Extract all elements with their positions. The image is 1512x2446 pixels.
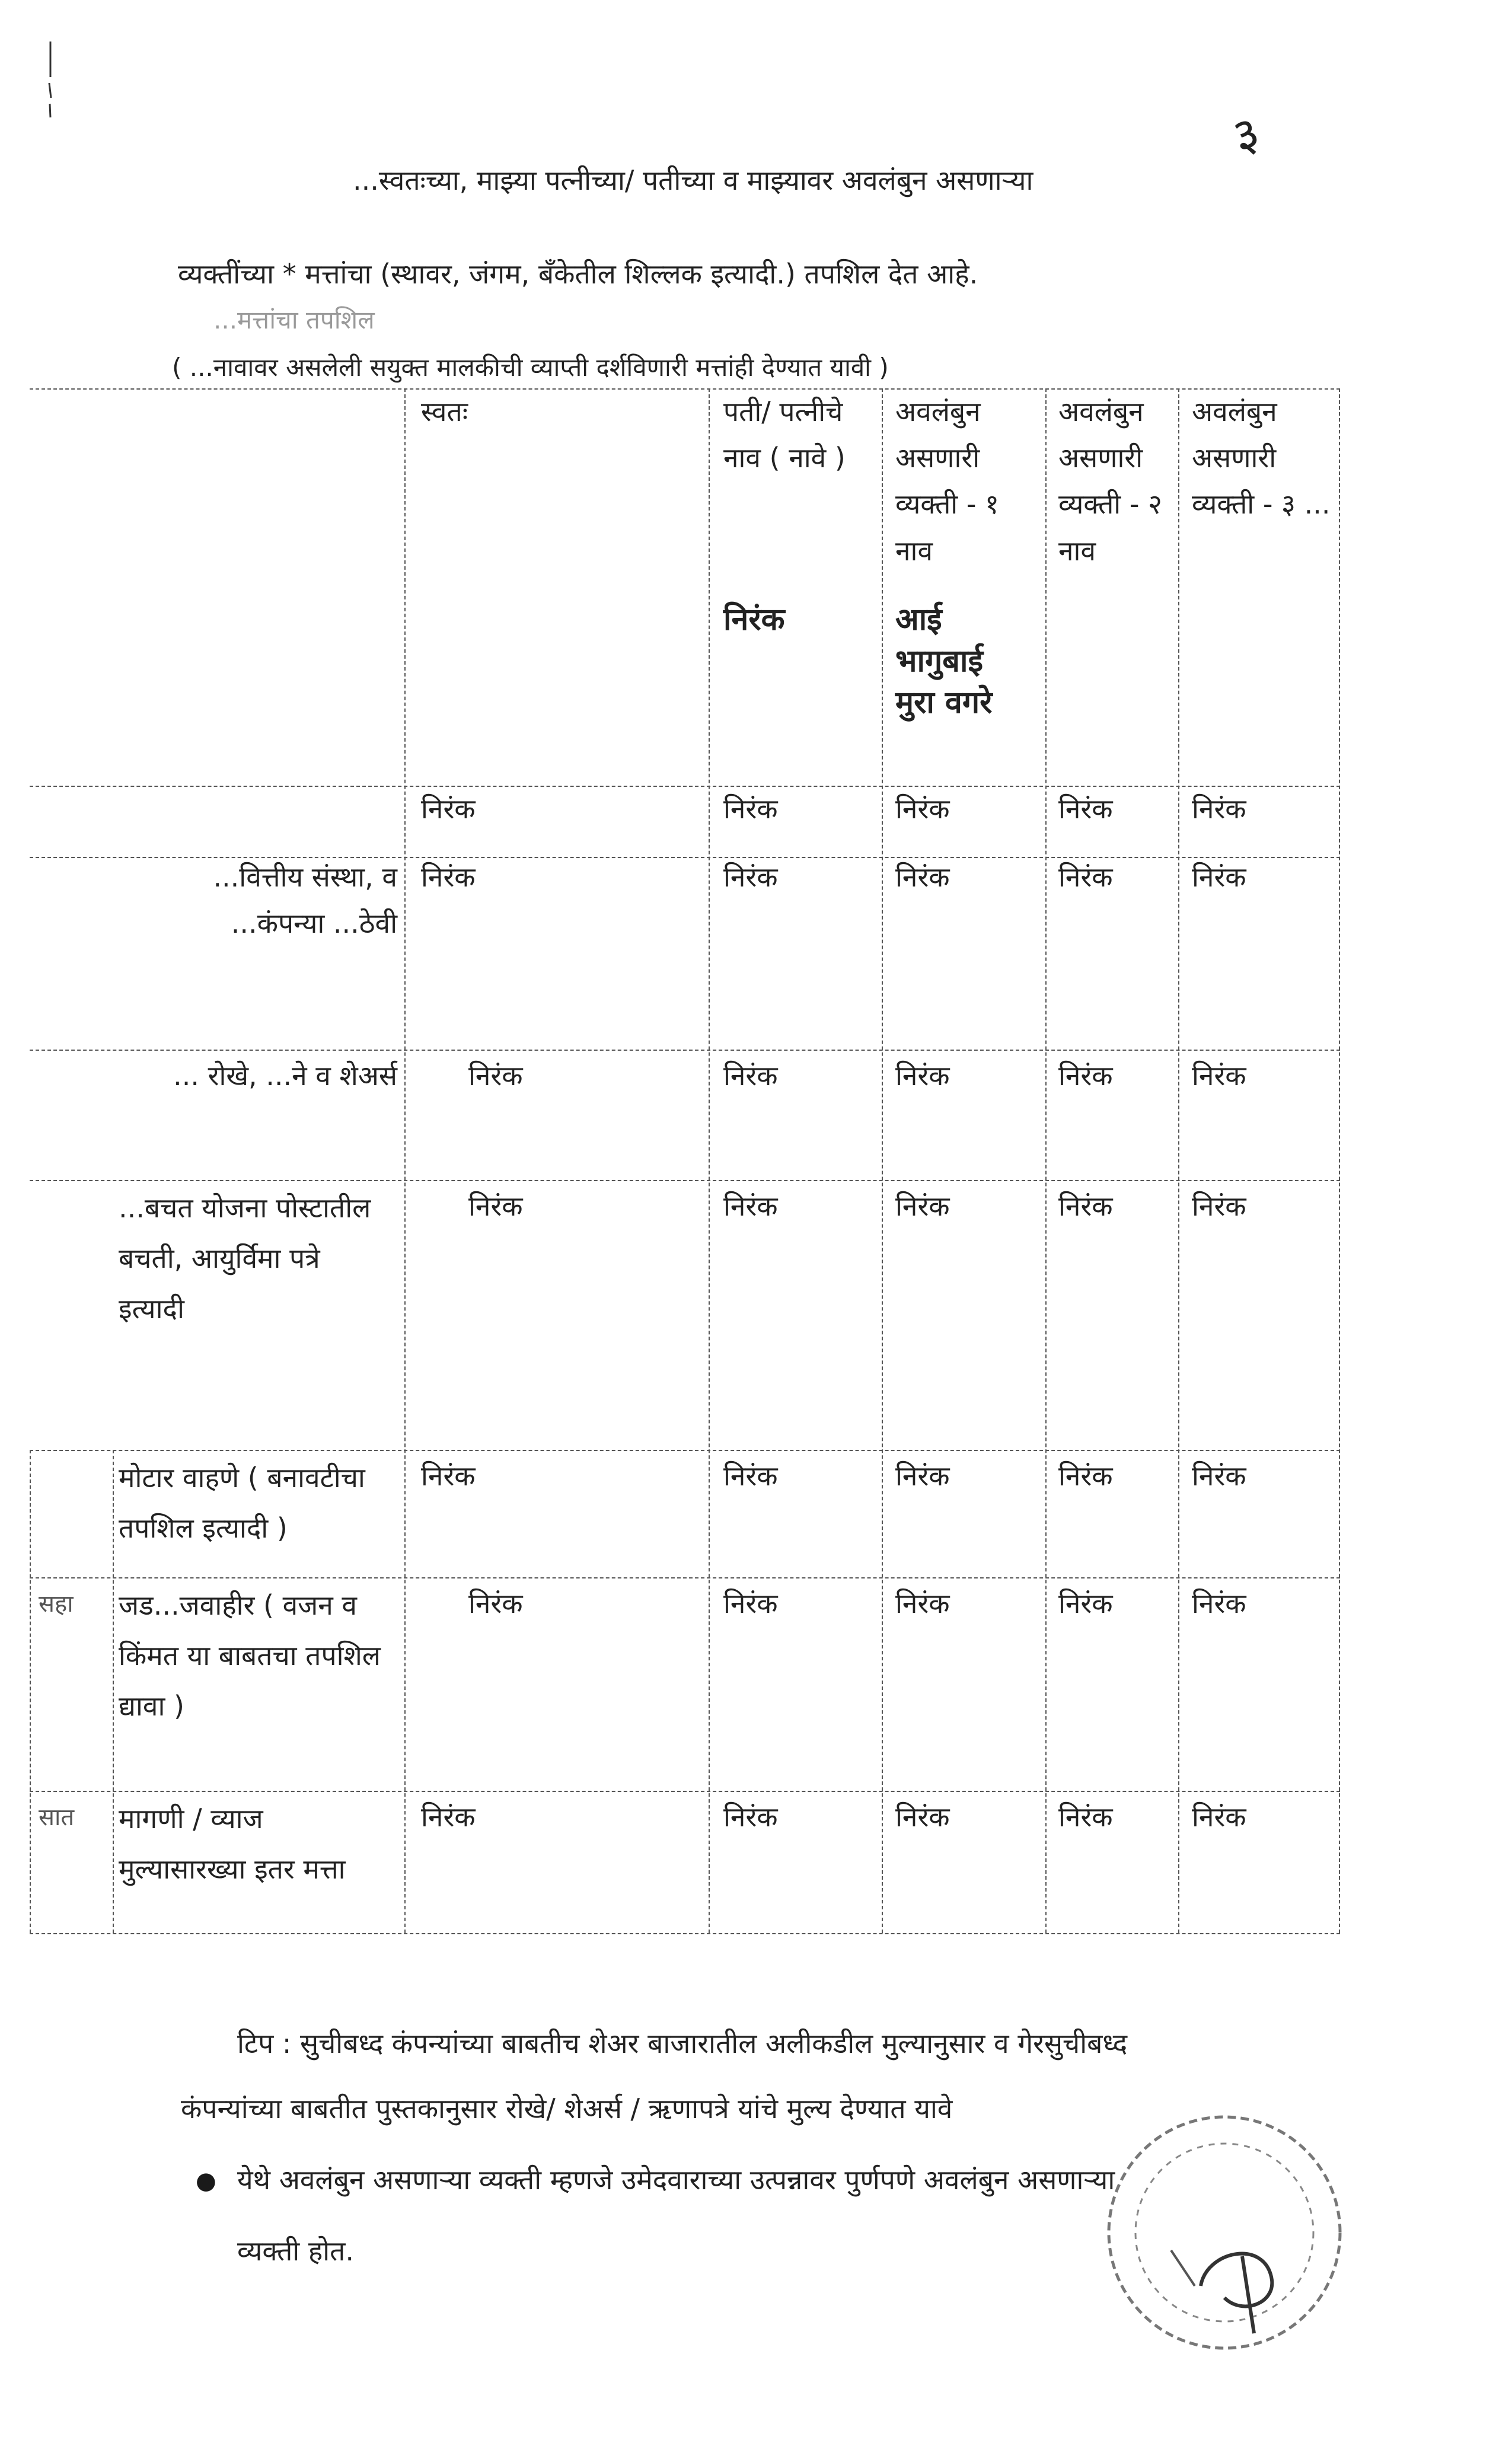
row-1-dep3: निरंक: [1192, 793, 1246, 825]
row-7-description: मागणी / व्याज मुल्यासारख्या इतर मत्ता: [119, 1803, 346, 1886]
row-7-self: निरंक: [421, 1801, 476, 1833]
row-3-self: निरंक: [468, 1060, 523, 1092]
row-6-dep3: निरंक: [1192, 1587, 1246, 1619]
bullet-line-2: व्यक्ती होत.: [237, 2235, 355, 2267]
margin-mark-icon: [47, 42, 53, 119]
assets-table: [30, 388, 1340, 1936]
row-4-description: ...बचत योजना पोस्टातील बचती, आयुर्विमा पत्रे इत्यादी: [119, 1192, 371, 1325]
row-6-serial: सहा: [39, 1590, 74, 1618]
row-1-self: निरंक: [421, 793, 476, 825]
spouse-name-value: निरंक: [723, 602, 785, 637]
header-line-4: ( ...नावावर असलेली सयुक्त मालकीची व्याप्ती दर्शविणारी मत्तांही देण्यात यावी ): [172, 353, 889, 382]
row-7-dep2: निरंक: [1058, 1801, 1113, 1833]
row-5-self: निरंक: [421, 1460, 476, 1492]
page-number: ३: [1226, 104, 1267, 165]
col-header-dependent-3: अवलंबुन असणारी व्यक्ती - ३ ...: [1192, 396, 1331, 521]
row-2-self: निरंक: [421, 861, 476, 893]
official-stamp-icon: [1100, 2108, 1349, 2357]
row-7-dep3: निरंक: [1192, 1801, 1246, 1833]
row-5-dep3: निरंक: [1192, 1460, 1246, 1492]
row-2-description: ...वित्तीय संस्था, व ...कंपन्या ...ठेवी: [213, 861, 397, 940]
col-header-dependent-1: अवलंबुन असणारी व्यक्ती - १ नाव: [895, 396, 999, 567]
col-header-self: स्वतः: [421, 396, 468, 428]
row-2-dep3: निरंक: [1192, 861, 1246, 893]
row-6-spouse: निरंक: [723, 1587, 778, 1619]
row-6-dep2: निरंक: [1058, 1587, 1113, 1619]
row-3-dep3: निरंक: [1192, 1060, 1246, 1092]
col-header-spouse: पती/ पत्नीचे नाव ( नावे ): [723, 396, 846, 474]
row-5-dep2: निरंक: [1058, 1460, 1113, 1492]
dependent-1-name-value: आई भागुबाई मुरा वगरे: [895, 602, 993, 721]
row-3-dep1: निरंक: [895, 1060, 950, 1092]
row-4-spouse: निरंक: [723, 1190, 778, 1222]
row-1-dep2: निरंक: [1058, 793, 1113, 825]
note-line-2: कंपन्यांच्या बाबतीत पुस्तकानुसार रोखे/ शेअर्स / ऋणापत्रे यांचे मुल्य देण्यात यावे: [181, 2093, 953, 2125]
note-line-1: टिप : सुचीबध्द कंपन्यांच्या बाबतीच शेअर बाजारातील अलीकडील मुल्यानुसार व गेरसुचीबध्द: [237, 2027, 1128, 2059]
bullet-icon: ●: [196, 2167, 216, 2195]
row-2-dep1: निरंक: [895, 861, 950, 893]
row-4-self: निरंक: [468, 1190, 523, 1222]
row-7-dep1: निरंक: [895, 1801, 950, 1833]
row-4-dep3: निरंक: [1192, 1190, 1246, 1222]
bullet-line-1: येथे अवलंबुन असणाऱ्या व्यक्ती म्हणजे उमेदवाराच्या उत्पन्नावर पुर्णपणे अवलंबुन असणाऱ्या: [237, 2164, 1115, 2196]
row-6-description: जड...जवाहीर ( वजन व किंमत या बाबतचा तपशिल द्यावा ): [119, 1589, 381, 1723]
row-3-spouse: निरंक: [723, 1060, 778, 1092]
row-2-dep2: निरंक: [1058, 861, 1113, 893]
row-5-spouse: निरंक: [723, 1460, 778, 1492]
header-line-1: ...स्वतःच्या, माझ्या पत्नीच्या/ पतीच्या व माझ्यावर अवलंबुन असणाऱ्या: [353, 164, 1033, 196]
row-6-dep1: निरंक: [895, 1587, 950, 1619]
row-3-dep2: निरंक: [1058, 1060, 1113, 1092]
row-1-spouse: निरंक: [723, 793, 778, 825]
row-1-dep1: निरंक: [895, 793, 950, 825]
row-6-self: निरंक: [468, 1587, 523, 1619]
row-2-spouse: निरंक: [723, 861, 778, 893]
header-line-2: व्यक्तींच्या * मत्तांचा (स्थावर, जंगम, बँकेतील शिल्लक इत्यादी.) तपशिल देत आहे.: [178, 258, 978, 290]
row-5-description: मोटार वाहणे ( बनावटीचा तपशिल इत्यादी ): [119, 1462, 365, 1545]
header-line-3: ...मत्तांचा तपशिल: [213, 305, 375, 334]
row-4-dep2: निरंक: [1058, 1190, 1113, 1222]
row-7-spouse: निरंक: [723, 1801, 778, 1833]
row-4-dep1: निरंक: [895, 1190, 950, 1222]
row-5-dep1: निरंक: [895, 1460, 950, 1492]
row-3-description: ... रोखे, ...ने व शेअर्स: [173, 1060, 397, 1092]
row-7-serial: सात: [39, 1804, 75, 1831]
col-header-dependent-2: अवलंबुन असणारी व्यक्ती - २ नाव: [1058, 396, 1162, 567]
